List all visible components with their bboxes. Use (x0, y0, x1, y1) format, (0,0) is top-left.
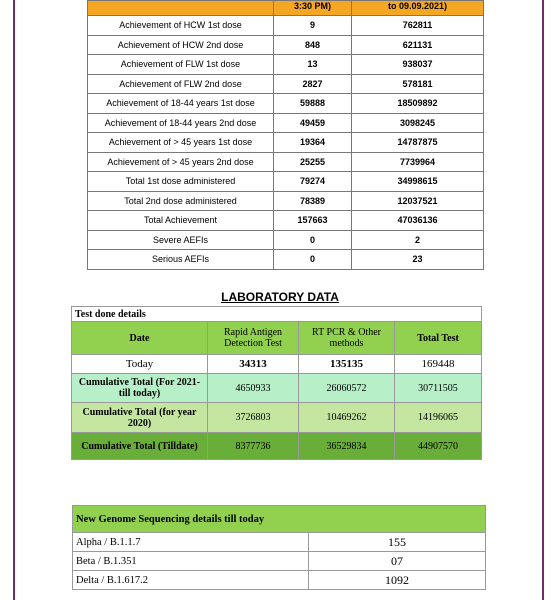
genome-title-row (73, 506, 486, 533)
lab-header-row (72, 322, 482, 355)
table-row (73, 571, 486, 590)
row-total: 169448 (395, 355, 482, 374)
row-label: Achievement of > 45 years 2nd dose (88, 152, 274, 172)
table-row (88, 191, 484, 211)
row-today: 9 (274, 16, 352, 36)
row-total: 14196065 (395, 403, 482, 433)
table-row (88, 211, 484, 231)
header-cell-today: 3:30 PM) (274, 1, 352, 16)
row-cumulative: 47036136 (352, 211, 484, 231)
variant-name: Beta / B.1.351 (73, 552, 309, 571)
variant-name: Delta / B.1.617.2 (73, 571, 309, 590)
header-cell-blank (88, 1, 274, 16)
table-row (88, 94, 484, 114)
table-row (88, 113, 484, 133)
table-row (73, 552, 486, 571)
row-today: 78389 (274, 191, 352, 211)
variant-count: 1092 (309, 571, 486, 590)
row-rat: 8377736 (208, 433, 299, 460)
row-cumulative: 23 (352, 250, 484, 270)
row-today: 25255 (274, 152, 352, 172)
row-label: Total 1st dose administered (88, 172, 274, 192)
row-cumulative: 14787875 (352, 133, 484, 153)
row-label: Achievement of 18-44 years 2nd dose (88, 113, 274, 133)
row-label: Achievement of 18-44 years 1st dose (88, 94, 274, 114)
row-cumulative: 938037 (352, 55, 484, 75)
variant-name: Alpha / B.1.1.7 (73, 533, 309, 552)
table-row (72, 374, 482, 403)
row-cumulative: 3098245 (352, 113, 484, 133)
table-row (88, 230, 484, 250)
row-label: Achievement of FLW 2nd dose (88, 74, 274, 94)
row-total: 30711505 (395, 374, 482, 403)
row-rtpcr: 10469262 (299, 403, 395, 433)
row-cumulative: 762811 (352, 16, 484, 36)
row-today: 0 (274, 230, 352, 250)
row-label: Achievement of FLW 1st dose (88, 55, 274, 75)
row-date: Cumulative Total (Tilldate) (72, 433, 208, 460)
row-rtpcr: 26060572 (299, 374, 395, 403)
row-cumulative: 12037521 (352, 191, 484, 211)
row-label: Achievement of HCW 2nd dose (88, 35, 274, 55)
header-date: Date (72, 322, 208, 355)
row-cumulative: 578181 (352, 74, 484, 94)
row-label: Total Achievement (88, 211, 274, 231)
table-row (72, 433, 482, 460)
row-label: Achievement of > 45 years 1st dose (88, 133, 274, 153)
vaccination-table (87, 0, 484, 270)
row-rtpcr: 36529834 (299, 433, 395, 460)
table-row (88, 133, 484, 153)
row-label: Total 2nd dose administered (88, 191, 274, 211)
row-rat: 3726803 (208, 403, 299, 433)
row-rat: 4650933 (208, 374, 299, 403)
row-cumulative: 7739964 (352, 152, 484, 172)
lab-table (71, 306, 482, 460)
table-row (72, 355, 482, 374)
row-total: 44907570 (395, 433, 482, 460)
row-today: 157663 (274, 211, 352, 231)
row-today: 0 (274, 250, 352, 270)
genome-table (72, 505, 486, 590)
row-today: 79274 (274, 172, 352, 192)
row-cumulative: 621131 (352, 35, 484, 55)
lab-section-title: LABORATORY DATA (221, 290, 339, 304)
table-row (88, 35, 484, 55)
variant-count: 07 (309, 552, 486, 571)
row-today: 49459 (274, 113, 352, 133)
row-date: Cumulative Total (For 2021- till today) (72, 374, 208, 403)
genome-title: New Genome Sequencing details till today (73, 506, 486, 533)
lab-caption: Test done details (72, 307, 482, 322)
row-date: Cumulative Total (for year 2020) (72, 403, 208, 433)
row-label: Achievement of HCW 1st dose (88, 16, 274, 36)
table-row (88, 250, 484, 270)
lab-caption-row (72, 307, 482, 322)
header-cell-cumulative: to 09.09.2021) (352, 1, 484, 16)
header-rat: Rapid Antigen Detection Test (208, 322, 299, 355)
row-today: 59888 (274, 94, 352, 114)
header-total: Total Test (395, 322, 482, 355)
row-cumulative: 2 (352, 230, 484, 250)
table-row (88, 152, 484, 172)
row-label: Serious AEFIs (88, 250, 274, 270)
row-today: 19364 (274, 133, 352, 153)
variant-count: 155 (309, 533, 486, 552)
row-rtpcr: 135135 (299, 355, 395, 374)
row-today: 13 (274, 55, 352, 75)
row-today: 848 (274, 35, 352, 55)
vaccination-header-row (88, 1, 484, 16)
table-row (88, 172, 484, 192)
table-row (73, 533, 486, 552)
row-cumulative: 34998615 (352, 172, 484, 192)
table-row (72, 403, 482, 433)
table-row (88, 55, 484, 75)
row-label: Severe AEFIs (88, 230, 274, 250)
row-date: Today (72, 355, 208, 374)
table-row (88, 74, 484, 94)
table-row (88, 16, 484, 36)
row-rat: 34313 (208, 355, 299, 374)
header-rtpcr: RT PCR & Other methods (299, 322, 395, 355)
row-cumulative: 18509892 (352, 94, 484, 114)
row-today: 2827 (274, 74, 352, 94)
